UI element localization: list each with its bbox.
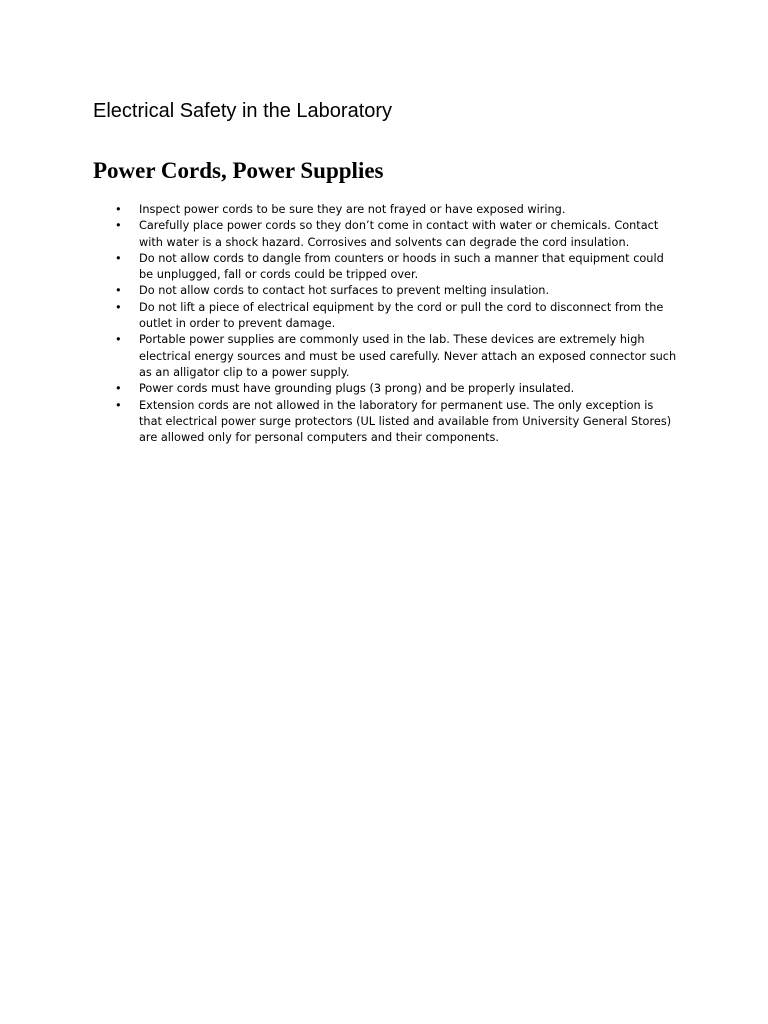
bullet-item (113, 202, 679, 218)
bullet-text: Power cords must have grounding plugs (3 prong) and be properly insulated. (139, 382, 575, 396)
bullet-item (113, 381, 679, 397)
bullet-text: Inspect power cords to be sure they are not frayed or have exposed wiring. (139, 203, 566, 216)
bullet-text: Do not allow cords to dangle from counters or hoods in such a manner that equipment could be unplugged, fall or cords could be tripped over. (139, 251, 664, 282)
section-heading: Power Cords, Power Supplies (93, 158, 384, 183)
bullet-item (113, 332, 679, 381)
bullet-icon: • (115, 382, 122, 396)
bullet-text: Do not lift a piece of electrical equipment by the cord or pull the cord to disconnect from the outlet in order to prevent damage. (139, 300, 664, 331)
document-title: Electrical Safety in the Laboratory (93, 100, 393, 122)
bullet-item (113, 251, 679, 284)
bullet-icon: • (115, 203, 122, 216)
bullet-item (113, 398, 679, 447)
bullet-text: Extension cords are not allowed in the laboratory for permanent use. The only exception is that electrical power surge protectors (UL listed and available from University General Stores) are allowed only for personal computers and their components. (139, 398, 672, 445)
safety-bullet-list (113, 202, 679, 446)
bullet-icon: • (115, 333, 122, 347)
bullet-icon: • (115, 398, 122, 412)
bullet-text: Do not allow cords to contact hot surfaces to prevent melting insulation. (139, 284, 550, 298)
bullet-icon: • (115, 284, 122, 298)
bullet-text: Portable power supplies are commonly used in the lab. These devices are extremely high electrical energy sources and must be used carefully. Never attach an exposed connector such as an alligator clip to a power supply. (139, 333, 677, 379)
bullet-item (113, 283, 679, 299)
bullet-icon: • (115, 251, 122, 265)
bullet-icon: • (115, 219, 122, 233)
bullet-item (113, 300, 679, 333)
bullet-item (113, 218, 679, 251)
bullet-icon: • (115, 300, 122, 314)
bullet-text: Carefully place power cords so they don’t come in contact with water or chemicals. Contact with water is a shock hazard. Corrosives and solvents can degrade the cord insulation. (139, 219, 659, 249)
